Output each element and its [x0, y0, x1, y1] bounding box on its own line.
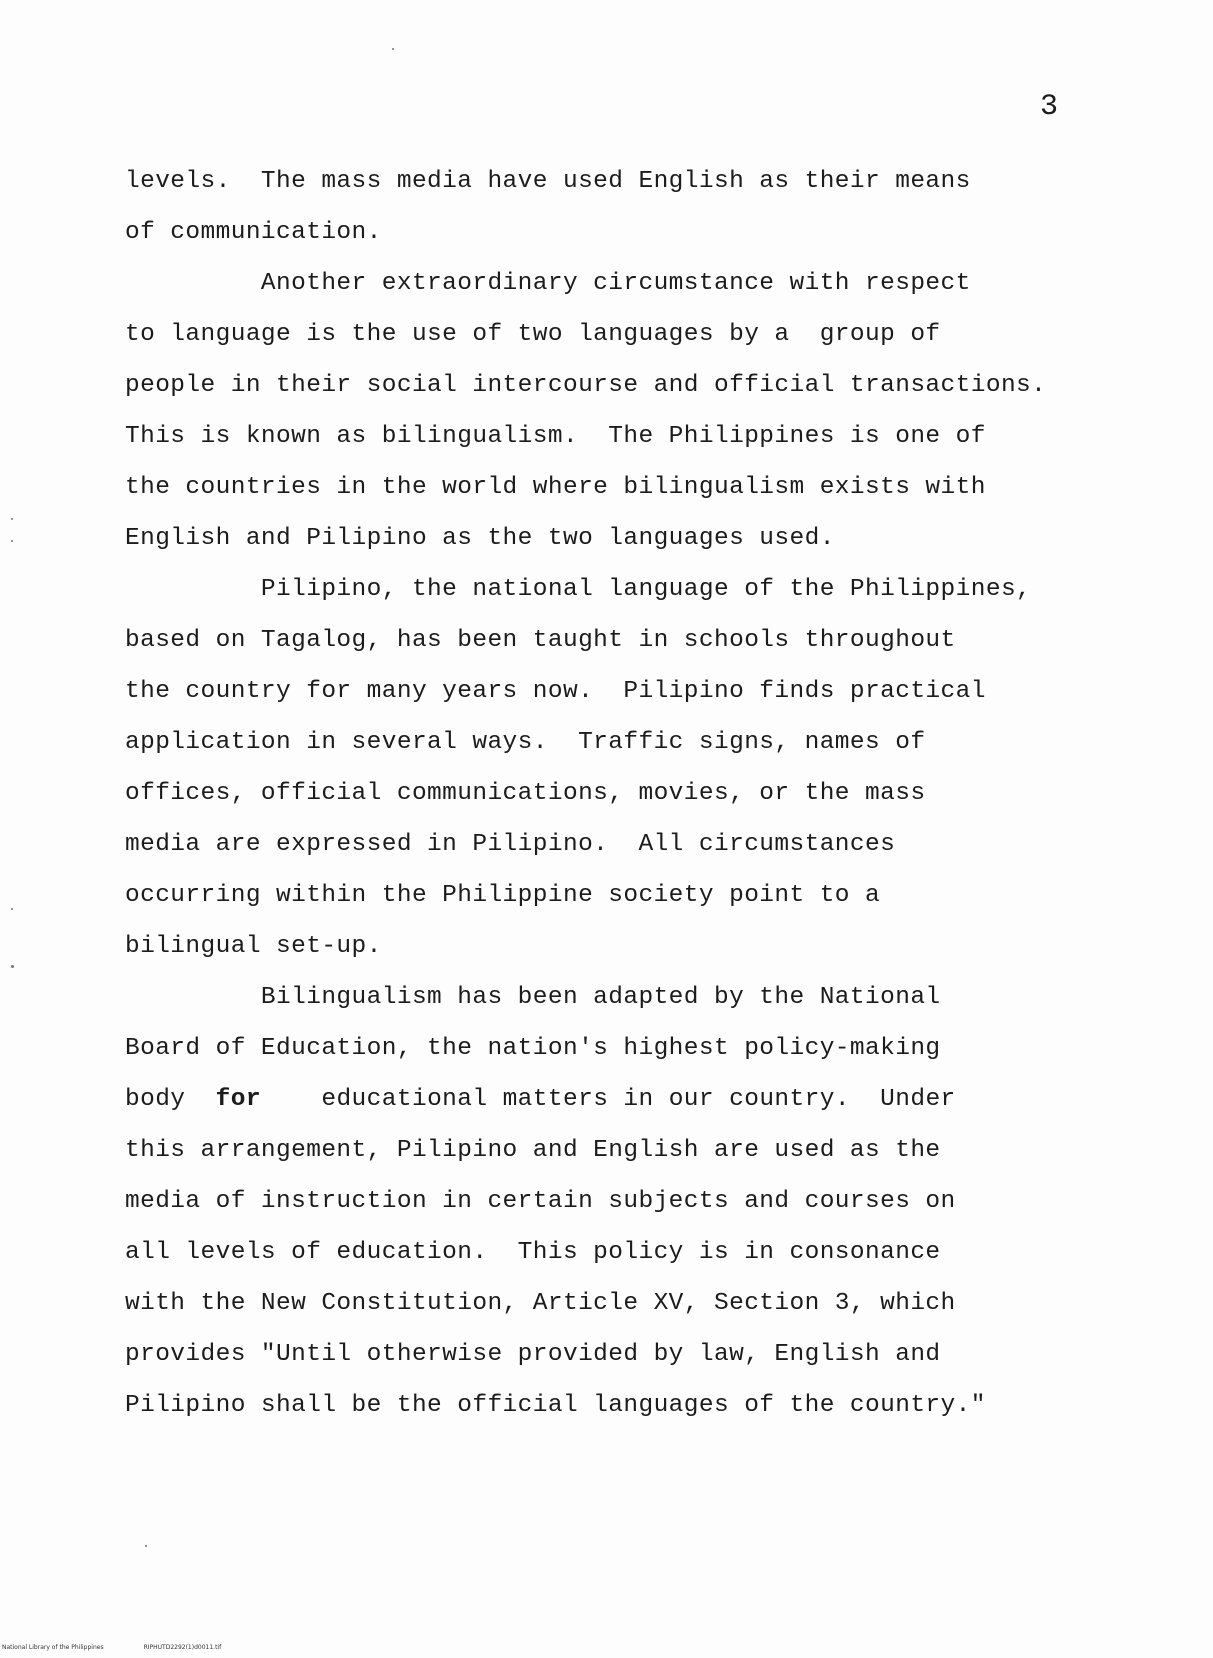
- scan-speck: [145, 1545, 147, 1547]
- scan-speck: [11, 965, 14, 968]
- scan-footer: [2, 1644, 221, 1652]
- text-segment: educational matters in our country. Under: [260, 1086, 956, 1113]
- text-line: all levels of education. This policy is in consonance: [125, 1239, 941, 1266]
- text-line: offices, official communications, movies, or the mass: [125, 780, 926, 807]
- text-line: English and Pilipino as the two languages used.: [125, 525, 835, 552]
- scan-speck: [11, 908, 13, 910]
- page-number: 3: [1040, 90, 1059, 124]
- text-line: This is known as bilingualism. The Philippines is one of: [125, 423, 986, 450]
- text-line: [125, 1085, 956, 1115]
- text-line: based on Tagalog, has been taught in schools throughout: [125, 627, 956, 654]
- file-id: RIPHUTD2292(1)d0011.tif: [143, 1644, 222, 1651]
- text-line: Another extraordinary circumstance with respect: [125, 270, 971, 297]
- text-line: occurring within the Philippine society point to a: [125, 882, 881, 909]
- text-line: with the New Constitution, Article XV, Section 3, which: [125, 1290, 956, 1317]
- overtyped-word: for: [215, 1086, 261, 1113]
- text-line: the country for many years now. Pilipino finds practical: [125, 678, 986, 705]
- scan-speck: [11, 518, 13, 520]
- text-line: levels. The mass media have used English as their means: [125, 168, 971, 195]
- text-line: Board of Education, the nation's highest policy-making: [125, 1035, 941, 1062]
- text-line: of communication.: [125, 219, 382, 246]
- scan-speck: [11, 540, 13, 542]
- text-line: people in their social intercourse and official transactions.: [125, 372, 1047, 399]
- text-line: Pilipino, the national language of the Philippines,: [125, 576, 1032, 603]
- scan-speck: [392, 48, 394, 50]
- text-line: media are expressed in Pilipino. All circumstances: [125, 831, 896, 858]
- text-line: Bilingualism has been adapted by the National: [125, 984, 941, 1011]
- text-segment: body: [125, 1086, 216, 1113]
- text-line: bilingual set-up.: [125, 933, 382, 960]
- text-line: provides "Until otherwise provided by law, English and: [125, 1341, 941, 1368]
- text-line: Pilipino shall be the official languages of the country.": [125, 1392, 986, 1419]
- library-credit: National Library of the Philippines: [2, 1644, 104, 1651]
- text-line: application in several ways. Traffic signs, names of: [125, 729, 926, 756]
- text-line: media of instruction in certain subjects and courses on: [125, 1188, 956, 1215]
- text-line: this arrangement, Pilipino and English are used as the: [125, 1137, 941, 1164]
- text-line: the countries in the world where bilingualism exists with: [125, 474, 986, 501]
- text-line: to language is the use of two languages by a group of: [125, 321, 941, 348]
